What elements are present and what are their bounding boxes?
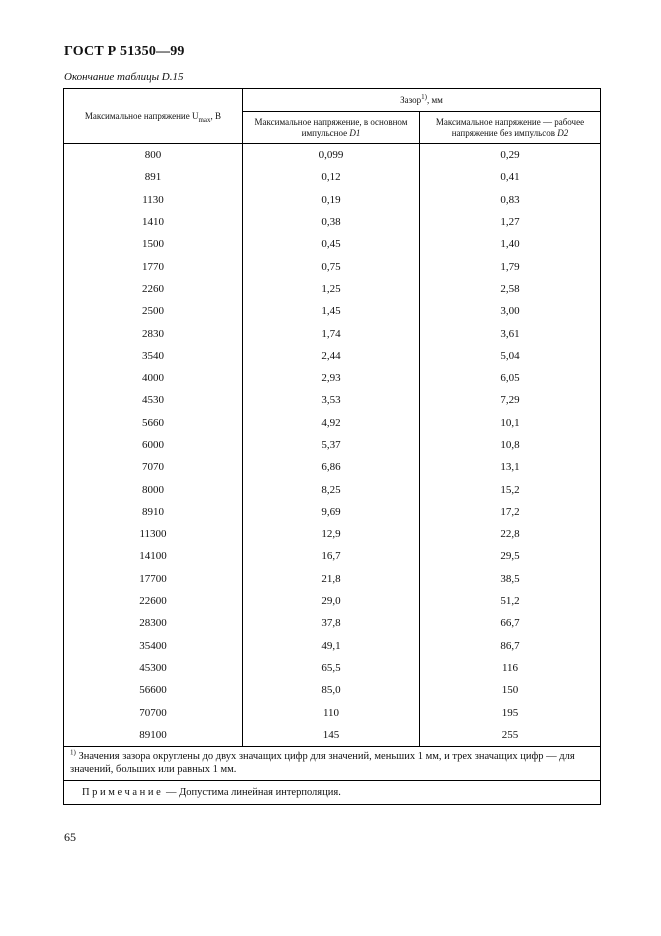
table-row (64, 345, 601, 367)
cell-clearance-d2: 17,2 (420, 501, 601, 523)
cell-max-voltage: 28300 (64, 612, 243, 634)
cell-clearance-d1: 6,86 (243, 456, 420, 478)
table-row (64, 523, 601, 545)
cell-clearance-d1: 65,5 (243, 657, 420, 679)
table-row (64, 635, 601, 657)
cell-max-voltage: 5660 (64, 412, 243, 434)
cell-max-voltage: 2830 (64, 322, 243, 344)
cell-max-voltage: 1410 (64, 211, 243, 233)
cell-max-voltage: 4000 (64, 367, 243, 389)
col-header-unit: , В (210, 110, 222, 121)
cell-clearance-d1: 0,12 (243, 166, 420, 188)
cell-clearance-d1: 1,45 (243, 300, 420, 322)
cell-clearance-d2: 13,1 (420, 456, 601, 478)
table-row (64, 278, 601, 300)
cell-max-voltage: 6000 (64, 434, 243, 456)
cell-max-voltage: 1770 (64, 255, 243, 277)
cell-max-voltage: 35400 (64, 635, 243, 657)
cell-clearance-d2: 3,00 (420, 300, 601, 322)
cell-clearance-d2: 1,79 (420, 255, 601, 277)
table-row (64, 255, 601, 277)
col-group-header-clearance (243, 89, 601, 112)
table-row (64, 612, 601, 634)
table-row (64, 478, 601, 500)
col-header-impulse (243, 112, 420, 144)
col-header-working (420, 112, 601, 144)
col-header-max-voltage (64, 89, 243, 144)
table-row (64, 412, 601, 434)
cell-clearance-d1: 2,93 (243, 367, 420, 389)
group-header-text: Зазор (400, 94, 422, 105)
table-row (64, 701, 601, 723)
cell-clearance-d2: 3,61 (420, 322, 601, 344)
cell-clearance-d1: 21,8 (243, 568, 420, 590)
cell-clearance-d2: 66,7 (420, 612, 601, 634)
cell-clearance-d2: 255 (420, 724, 601, 747)
footnote-text: Значения зазора округлены до двух значащих цифр для значений, меньших 1 мм, и трех значащих цифр — для значений, больших или равных 1 мм. (70, 751, 575, 776)
cell-clearance-d2: 38,5 (420, 568, 601, 590)
table-row (64, 233, 601, 255)
cell-clearance-d1: 49,1 (243, 635, 420, 657)
cell-clearance-d1: 0,38 (243, 211, 420, 233)
cell-clearance-d2: 150 (420, 679, 601, 701)
table-row (64, 679, 601, 701)
cell-max-voltage: 3540 (64, 345, 243, 367)
page-number: 65 (64, 830, 76, 844)
cell-clearance-d2: 29,5 (420, 545, 601, 567)
col-header-working-text: Максимальное напряжение — рабочее напряжение без импульсов (435, 116, 585, 138)
cell-clearance-d1: 145 (243, 724, 420, 747)
cell-clearance-d1: 0,19 (243, 189, 420, 211)
cell-clearance-d2: 195 (420, 701, 601, 723)
table-row (64, 367, 601, 389)
cell-max-voltage: 800 (64, 144, 243, 167)
table-row (64, 590, 601, 612)
cell-max-voltage: 11300 (64, 523, 243, 545)
table-row (64, 389, 601, 411)
cell-max-voltage: 70700 (64, 701, 243, 723)
cell-clearance-d1: 5,37 (243, 434, 420, 456)
cell-max-voltage: 891 (64, 166, 243, 188)
cell-clearance-d2: 0,29 (420, 144, 601, 167)
cell-max-voltage: 1500 (64, 233, 243, 255)
cell-max-voltage: 1130 (64, 189, 243, 211)
cell-clearance-d1: 0,75 (243, 255, 420, 277)
cell-max-voltage: 17700 (64, 568, 243, 590)
cell-max-voltage: 45300 (64, 657, 243, 679)
cell-clearance-d1: 0,45 (243, 233, 420, 255)
cell-max-voltage: 56600 (64, 679, 243, 701)
table-row (64, 166, 601, 188)
cell-clearance-d2: 2,58 (420, 278, 601, 300)
cell-clearance-d1: 85,0 (243, 679, 420, 701)
cell-clearance-d2: 1,27 (420, 211, 601, 233)
cell-clearance-d1: 4,92 (243, 412, 420, 434)
cell-max-voltage: 2260 (64, 278, 243, 300)
table-caption: Окончание таблицы D.15 (64, 71, 184, 83)
cell-clearance-d2: 0,41 (420, 166, 601, 188)
table-row (64, 456, 601, 478)
cell-clearance-d1: 16,7 (243, 545, 420, 567)
note-label: Примечание (82, 786, 164, 798)
cell-clearance-d2: 6,05 (420, 367, 601, 389)
cell-clearance-d1: 8,25 (243, 478, 420, 500)
cell-clearance-d1: 29,0 (243, 590, 420, 612)
cell-clearance-d1: 12,9 (243, 523, 420, 545)
table-row (64, 322, 601, 344)
footnote-marker: 1) (70, 748, 76, 757)
table-row (64, 724, 601, 747)
table-row (64, 144, 601, 167)
cell-clearance-d1: 9,69 (243, 501, 420, 523)
note-text: — Допустима линейная интерполяция. (163, 786, 341, 798)
table-row (64, 300, 601, 322)
cell-clearance-d2: 1,40 (420, 233, 601, 255)
cell-clearance-d1: 37,8 (243, 612, 420, 634)
col-header-impulse-code: D1 (349, 127, 361, 138)
cell-clearance-d1: 3,53 (243, 389, 420, 411)
cell-clearance-d2: 5,04 (420, 345, 601, 367)
table-row (64, 657, 601, 679)
cell-max-voltage: 7070 (64, 456, 243, 478)
cell-max-voltage: 4530 (64, 389, 243, 411)
table-row (64, 568, 601, 590)
cell-clearance-d1: 0,099 (243, 144, 420, 167)
cell-clearance-d1: 1,74 (243, 322, 420, 344)
table-body (64, 144, 601, 747)
group-header-unit: , мм (426, 94, 443, 105)
table-row (64, 211, 601, 233)
footnote-ref: 1) (421, 92, 427, 101)
cell-clearance-d1: 2,44 (243, 345, 420, 367)
cell-clearance-d2: 10,1 (420, 412, 601, 434)
cell-clearance-d2: 10,8 (420, 434, 601, 456)
clearance-table (63, 88, 601, 805)
cell-max-voltage: 22600 (64, 590, 243, 612)
cell-clearance-d1: 110 (243, 701, 420, 723)
cell-clearance-d2: 15,2 (420, 478, 601, 500)
table-row (64, 434, 601, 456)
cell-clearance-d2: 116 (420, 657, 601, 679)
cell-max-voltage: 8000 (64, 478, 243, 500)
col-header-working-code: D2 (557, 127, 569, 138)
cell-clearance-d2: 86,7 (420, 635, 601, 657)
cell-max-voltage: 89100 (64, 724, 243, 747)
col-header-subscript: max (198, 115, 211, 124)
cell-clearance-d2: 22,8 (420, 523, 601, 545)
document-header: ГОСТ Р 51350—99 (64, 44, 185, 59)
table-row (64, 189, 601, 211)
table-row (64, 545, 601, 567)
cell-clearance-d2: 0,83 (420, 189, 601, 211)
col-header-max-voltage-text: Максимальное напряжение U (84, 110, 199, 121)
cell-clearance-d1: 1,25 (243, 278, 420, 300)
table-row (64, 501, 601, 523)
cell-max-voltage: 2500 (64, 300, 243, 322)
cell-clearance-d2: 51,2 (420, 590, 601, 612)
table-footnote (64, 747, 601, 781)
cell-max-voltage: 8910 (64, 501, 243, 523)
cell-clearance-d2: 7,29 (420, 389, 601, 411)
col-header-impulse-text: Максимальное напряжение, в основном импульсное (254, 116, 408, 138)
table-note (64, 781, 601, 805)
cell-max-voltage: 14100 (64, 545, 243, 567)
